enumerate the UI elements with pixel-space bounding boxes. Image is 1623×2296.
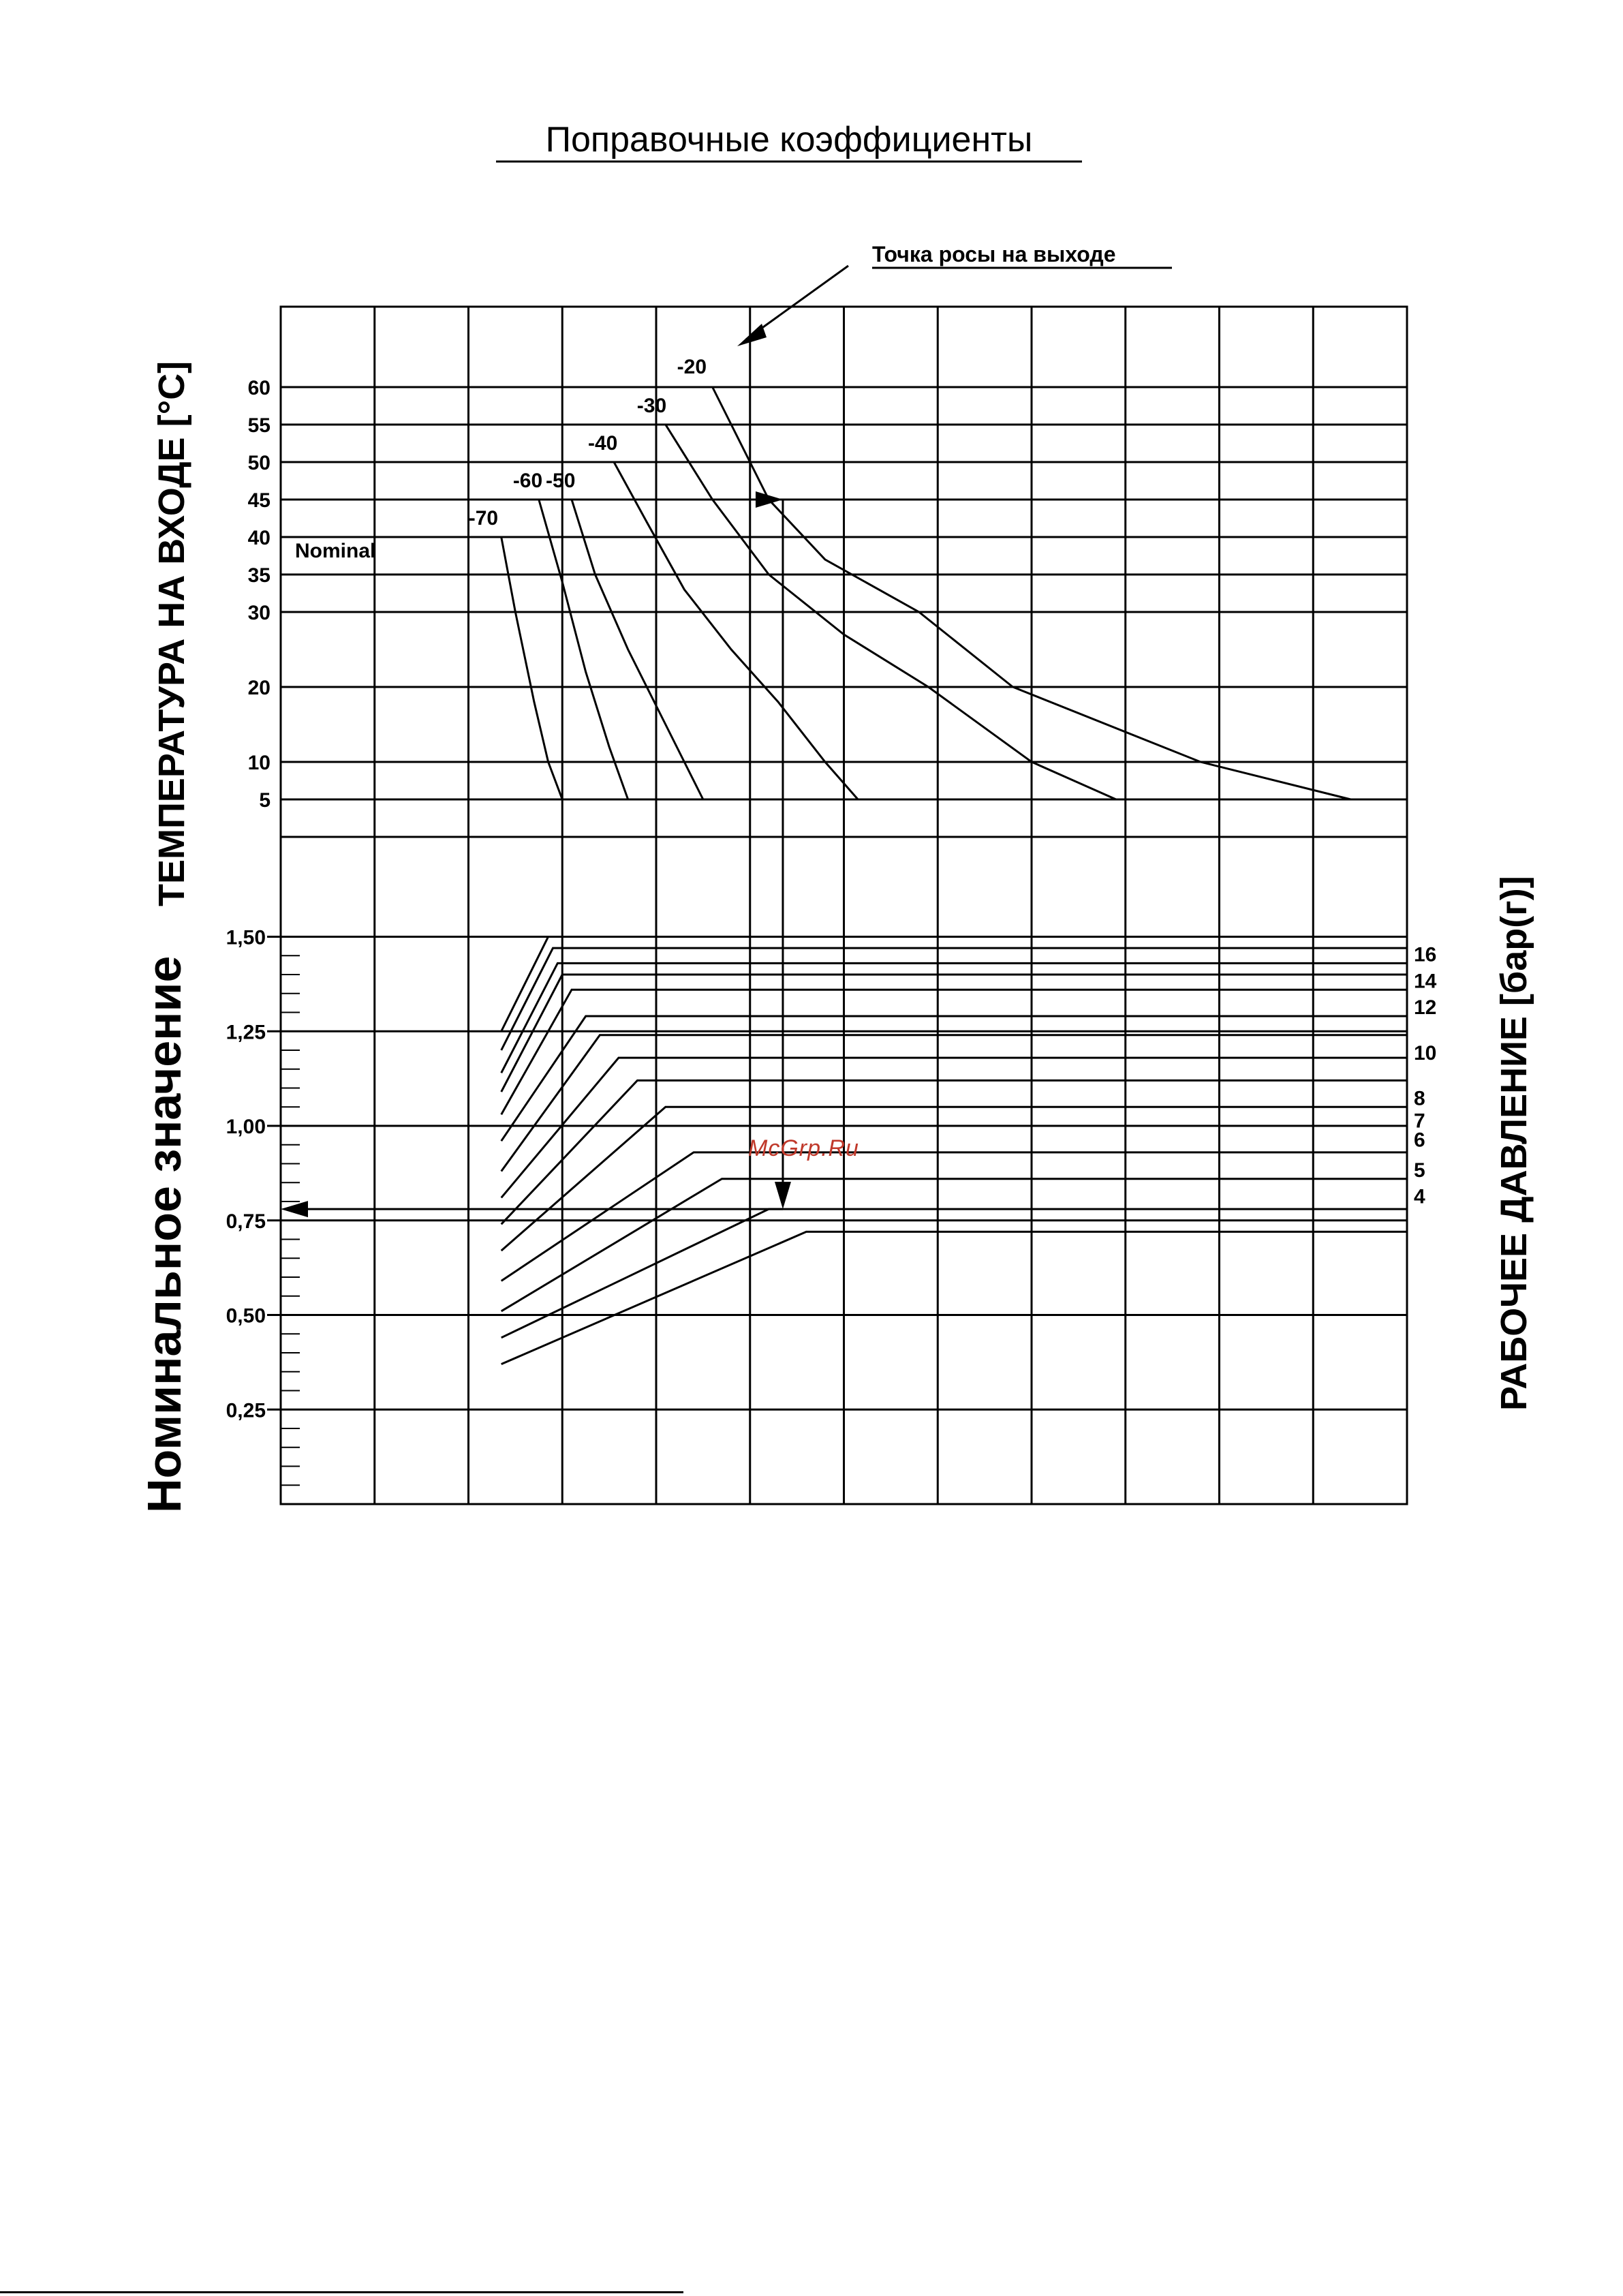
factor-tick-label: 0,25 (226, 1399, 266, 1422)
chart-labels (226, 356, 1437, 1422)
annotation-arrowhead (737, 324, 767, 346)
example-arrowhead-down (775, 1182, 791, 1209)
pressure-lines (501, 937, 1407, 1364)
factor-tick-label: 1,00 (226, 1116, 266, 1138)
temperature-tick-label: 5 (259, 789, 270, 812)
pressure-label: 7 (1414, 1109, 1425, 1133)
lower-y-axis-title: Номинальное значение (138, 955, 191, 1513)
watermark: McGrp.Ru (748, 1135, 859, 1161)
example-arrowhead-right (756, 491, 783, 508)
temperature-tick-label: 50 (247, 452, 270, 474)
factor-tick-label: 0,75 (226, 1210, 266, 1233)
temperature-tick-label: 55 (247, 414, 270, 437)
chart-grid (267, 307, 1407, 1504)
pressure-line (501, 1152, 1407, 1281)
temperature-tick-label: 30 (247, 602, 270, 624)
pressure-line (501, 1179, 1407, 1311)
pressure-line (501, 1035, 1407, 1172)
pressure-line (501, 1209, 1407, 1338)
dewpoint-curve (539, 500, 628, 799)
example-arrowhead-left (281, 1201, 308, 1217)
dewpoint-curve-label: -20 (677, 356, 707, 378)
dewpoint-curve (614, 462, 858, 799)
pressure-line (501, 963, 1407, 1073)
nominal-label: Nominal (295, 540, 376, 562)
dewpoint-curve (501, 537, 563, 799)
pressure-label: 5 (1414, 1159, 1425, 1182)
pressure-label: 16 (1414, 943, 1437, 966)
pressure-label: 10 (1414, 1041, 1437, 1065)
factor-tick-label: 1,25 (226, 1021, 266, 1044)
pressure-label: 4 (1414, 1185, 1425, 1208)
pressure-line (501, 1231, 1407, 1364)
dewpoint-curve-label: -40 (588, 432, 618, 455)
pressure-line (501, 975, 1407, 1092)
factor-tick-label: 1,50 (226, 926, 266, 949)
dewpoint-curve-label: -30 (636, 395, 667, 417)
dewpoint-curves (281, 387, 1350, 1217)
pressure-line (501, 990, 1407, 1114)
pressure-label: 6 (1414, 1129, 1425, 1152)
footer-rule (0, 2291, 683, 2293)
temperature-tick-label: 45 (247, 489, 270, 512)
dewpoint-curve-label: -50 (546, 470, 576, 492)
temperature-tick-label: 10 (247, 752, 270, 774)
pressure-label: 14 (1414, 970, 1437, 993)
factor-tick-label: 0,50 (226, 1304, 266, 1328)
temperature-tick-label: 35 (247, 564, 270, 587)
pressure-line (501, 1058, 1407, 1197)
dewpoint-curve (572, 500, 703, 799)
dewpoint-curve-label: -70 (468, 507, 499, 530)
dewpoint-annotation: Точка росы на выходе (872, 242, 1116, 266)
upper-y-axis-title: ТЕМПЕРАТУРА НА ВХОДЕ [°C] (151, 361, 192, 906)
dewpoint-curve-label: -60 (512, 470, 543, 492)
temperature-tick-label: 60 (247, 377, 270, 399)
temperature-tick-label: 40 (247, 527, 270, 549)
page-title: Поправочные коэффициенты (545, 120, 1033, 159)
right-axis-title: РАБОЧЕЕ ДАВЛЕНИЕ [бар(г)] (1494, 876, 1534, 1411)
pressure-label: 8 (1414, 1087, 1425, 1110)
pressure-label: 12 (1414, 996, 1437, 1020)
temperature-tick-label: 20 (247, 677, 270, 699)
